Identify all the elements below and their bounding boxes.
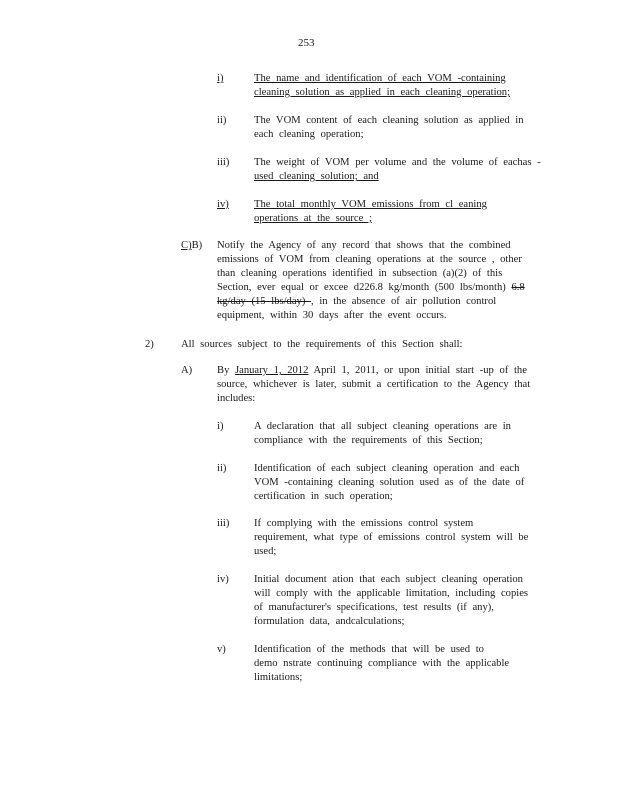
text-run: The weight of VOM per volume and the volume of eachas - [254,157,541,168]
text-line [217,281,537,295]
list-text [254,462,528,504]
list-text [254,198,494,226]
underlined-text: cleaning solution as applied in each cleaning operation; [254,87,511,98]
text-line [254,128,530,142]
text-line [254,573,540,587]
text-line [217,364,539,378]
text-line [217,378,539,392]
text-run: source, whichever is later, submit a certification to the Agency that [217,379,531,390]
section-2-marker: 2) [145,339,154,350]
text-line [217,239,537,253]
text-run: Section, ever equal or excee d226.8 kg/month (500 lbs/month) [217,282,512,293]
text-run: compliance with the requirements of this Section; [254,435,483,446]
list-marker: v) [217,644,226,655]
list-text [254,573,540,629]
text-line [254,72,524,86]
text-line [254,212,494,226]
text-line [254,517,538,531]
section-2a-text [217,364,539,406]
page-number: 253 [298,37,315,49]
text-line [254,156,540,170]
list-text [254,517,538,559]
underlined-text: January 1, 2012 [235,365,309,376]
text-run: limitations; [254,672,303,683]
text-line [254,643,524,657]
text-line [254,476,528,490]
text-line [217,309,537,323]
text-run: VOM -containing cleaning solution used as of the date of [254,477,525,488]
text-run: Notify the Agency of any record that shows that the combined [217,240,511,251]
text-run: formulation data, andcalculations; [254,616,405,627]
text-line [217,267,537,281]
list-marker: i) [217,421,224,432]
text-run: used; [254,546,277,557]
text-run: certification in such operation; [254,491,393,502]
text-line [217,392,539,406]
text-run: will comply with the applicable limitation, including copies [254,588,529,599]
text-run: If complying with the emissions control system [254,518,474,529]
text-line [254,490,528,504]
text-line [254,198,494,212]
list-text [254,643,524,685]
list-text [254,72,524,100]
list-marker: ii) [217,463,227,474]
text-run: demo nstrate continuing compliance with the applicable [254,658,510,669]
struck-text: kg/day (15 lbs/day) [217,296,312,307]
text-line [254,545,538,559]
underlined-text: used cleaning solution; and [254,171,379,182]
text-line [254,601,540,615]
marker-b: B) [191,240,203,251]
text-run: of manufacturer's specifications, test results (if any), [254,602,494,613]
struck-marker [181,239,202,253]
text-run: A declaration that all subject cleaning operations are in [254,421,511,432]
text-run: includes: [217,393,256,404]
text-run: The VOM content of each cleaning solution as applied in [254,115,524,126]
marker-c: C) [181,240,192,251]
underlined-text: operations at the source ; [254,213,372,224]
text-run: requirement, what type of emissions control system will be [254,532,529,543]
list-marker: iii) [217,518,230,529]
list-text [254,420,520,448]
list-marker: iv) [217,574,229,585]
section-2a-marker: A) [181,365,193,376]
text-line [254,170,540,184]
text-run: Identification of the methods that will be used to [254,644,484,655]
list-marker: iv) [217,199,229,210]
notify-text [217,239,537,323]
text-run: , in the absence of air pollution control [311,296,497,307]
text-run: By [217,365,236,376]
list-marker: ii) [217,115,227,126]
underlined-text: The total monthly VOM emissions from cl eaning [254,199,487,210]
text-run: April 1, 2011, or upon initial start -up of the [308,365,527,376]
text-line [254,531,538,545]
text-run: emissions of VOM from cleaning operations at the source , other [217,254,522,265]
list-marker: i) [217,73,224,84]
text-run: each cleaning operation; [254,129,364,140]
text-run: than cleaning operations identified in subsection (a)(2) of this [217,268,503,279]
text-line [254,420,520,434]
struck-text: 6.8 [511,282,525,293]
list-marker: iii) [217,157,230,168]
text-run: Identification of each subject cleaning operation and each [254,463,520,474]
section-2-text: All sources subject to the requirements of this Section shall: [181,339,463,350]
text-line [254,615,540,629]
text-line [254,86,524,100]
text-line [217,295,537,309]
text-line [254,462,528,476]
text-line [254,114,530,128]
text-line [217,253,537,267]
text-line [254,587,540,601]
underlined-text: The name and identification of each VOM -containing [254,73,506,84]
list-text [254,156,540,184]
text-line [254,671,524,685]
text-line [254,434,520,448]
list-text [254,114,530,142]
text-run: equipment, within 30 days after the event occurs. [217,310,447,321]
text-line [254,657,524,671]
text-run: Initial document ation that each subject cleaning operation [254,574,523,585]
